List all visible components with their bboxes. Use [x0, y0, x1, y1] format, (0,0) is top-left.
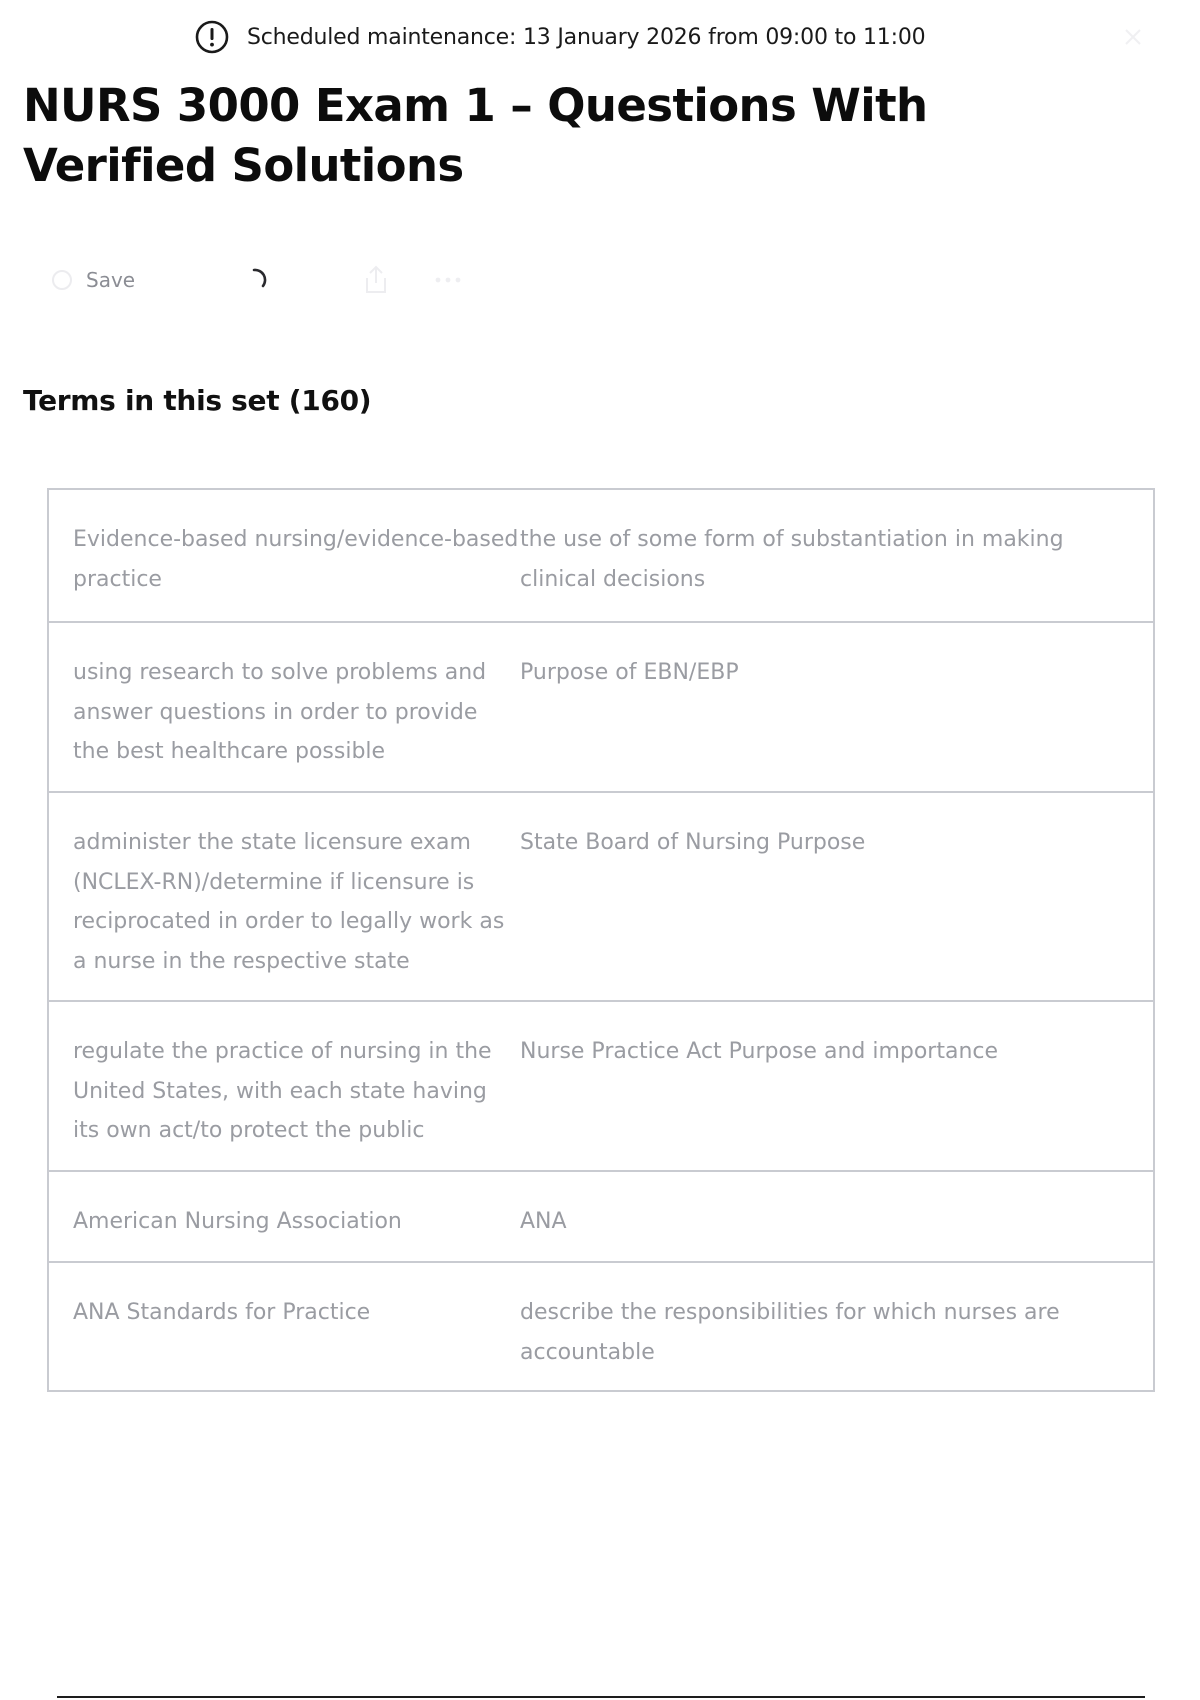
page-divider	[57, 1696, 1145, 1698]
term-cell: administer the state licensure exam (NCLEX-RN)/determine if licensure is reciprocated in order to legally work as a nurse in the respective state	[73, 830, 505, 974]
terms-table	[47, 488, 1155, 1392]
term-cell: Evidence-based nursing/evidence-based practice	[73, 527, 519, 592]
table-row[interactable]	[49, 1000, 1153, 1170]
definition-cell: ANA	[520, 1209, 567, 1234]
definition-cell: Nurse Practice Act Purpose and importance	[520, 1039, 999, 1064]
close-icon[interactable]	[1120, 24, 1146, 50]
table-row[interactable]	[49, 1170, 1153, 1261]
set-toolbar	[50, 262, 510, 298]
maintenance-banner	[0, 14, 1200, 60]
share-icon[interactable]	[360, 263, 392, 297]
term-cell: American Nursing Association	[73, 1209, 402, 1234]
table-row[interactable]	[49, 490, 1153, 621]
terms-heading: Terms in this set (160)	[23, 384, 372, 417]
term-cell: using research to solve problems and answer questions in order to provide the best healthcare possible	[73, 660, 487, 764]
maintenance-banner-content	[195, 18, 925, 56]
definition-cell: Purpose of EBN/EBP	[520, 660, 739, 685]
definition-cell: the use of some form of substantiation in making clinical decisions	[520, 527, 1064, 592]
spinner-icon	[242, 265, 272, 295]
definition-cell: describe the responsibilities for which nurses are accountable	[520, 1300, 1060, 1365]
alert-circle-icon	[195, 20, 229, 54]
term-cell: regulate the practice of nursing in the United States, with each state having its own act/to protect the public	[73, 1039, 492, 1143]
maintenance-message: Scheduled maintenance: 13 January 2026 from 09:00 to 11:00	[247, 24, 926, 50]
table-row[interactable]	[49, 621, 1153, 791]
page-title: NURS 3000 Exam 1 – Questions With Verified Solutions	[23, 79, 928, 192]
bookmark-icon	[50, 268, 74, 292]
save-label: Save	[86, 268, 136, 292]
definition-cell: State Board of Nursing Purpose	[520, 830, 866, 855]
table-row[interactable]	[49, 1261, 1153, 1390]
save-button[interactable]	[50, 262, 135, 298]
table-row[interactable]	[49, 791, 1153, 1000]
more-icon[interactable]	[430, 268, 466, 292]
term-cell: ANA Standards for Practice	[73, 1300, 371, 1325]
